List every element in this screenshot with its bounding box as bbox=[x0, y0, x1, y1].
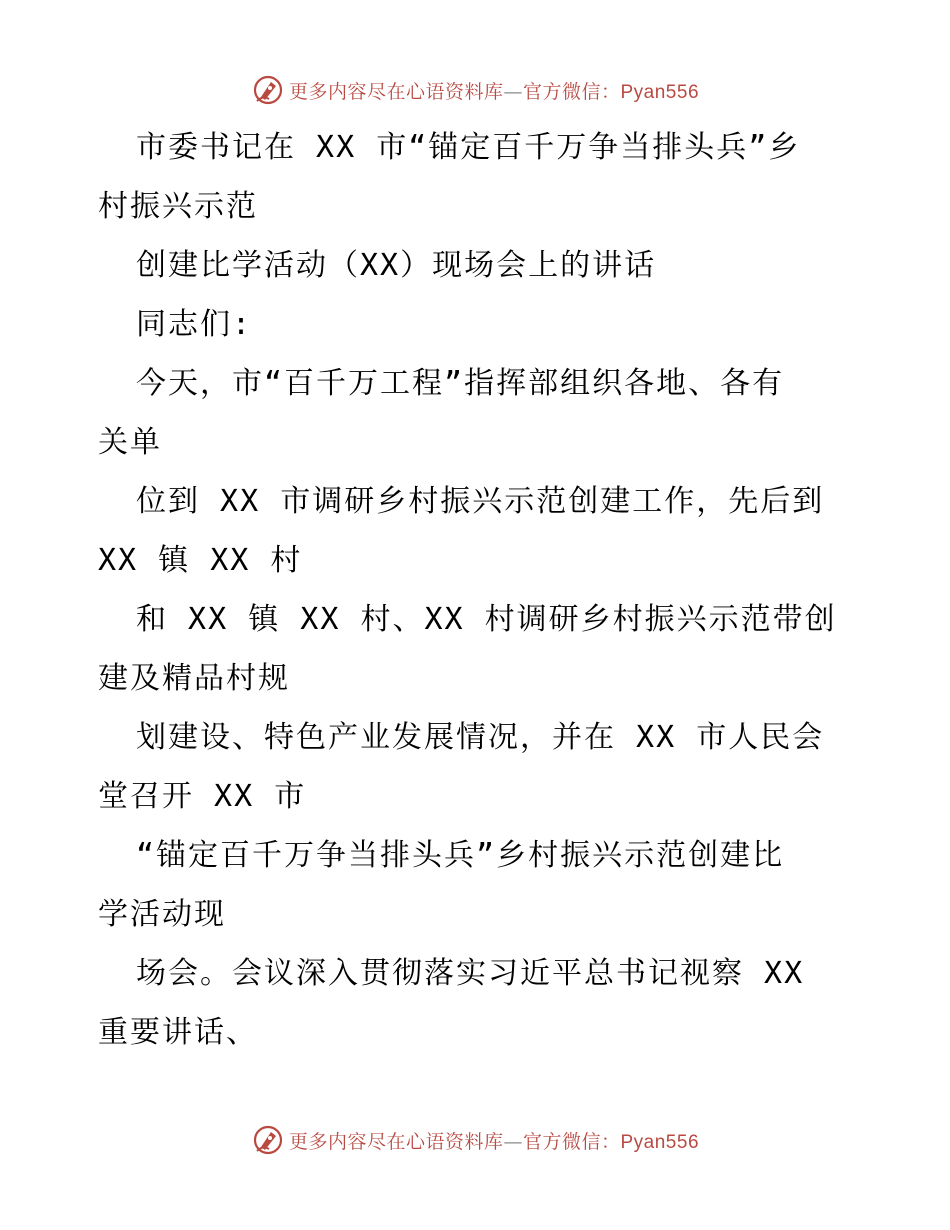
watermark-dash: — bbox=[503, 1130, 523, 1153]
paragraph-line: 场会。会议深入贯彻落实习近平总书记视察 XX bbox=[136, 956, 805, 991]
paragraph-line: 学活动现 bbox=[98, 897, 226, 932]
pen-nib-logo-icon bbox=[251, 1123, 285, 1157]
paragraph-line: 市委书记在 XX 市“锚定百千万争当排头兵”乡 bbox=[136, 130, 801, 165]
paragraph-line: “锚定百千万争当排头兵”乡村振兴示范创建比 bbox=[136, 838, 785, 873]
paragraph-line: 划建设、特色产业发展情况，并在 XX 市人民会 bbox=[136, 720, 825, 755]
footer-watermark bbox=[0, 1120, 950, 1160]
paragraph-line: 建及精品村规 bbox=[98, 661, 290, 696]
watermark-official-label: 官方微信： bbox=[522, 80, 621, 103]
paragraph-line: 创建比学活动（XX）现场会上的讲话 bbox=[136, 248, 657, 283]
paragraph-line: 重要讲话、 bbox=[98, 1015, 258, 1050]
watermark-site-name: 更多内容尽在心语资料库 bbox=[288, 1130, 504, 1153]
watermark-wechat-id: Pyan556 bbox=[620, 1131, 700, 1153]
watermark-text bbox=[289, 1127, 699, 1154]
paragraph-line: 关单 bbox=[98, 425, 162, 460]
paragraph-line: 同志们: bbox=[136, 307, 253, 342]
watermark-site-name: 更多内容尽在心语资料库 bbox=[288, 80, 504, 103]
paragraph-line: 位到 XX 市调研乡村振兴示范创建工作，先后到 bbox=[136, 484, 825, 519]
watermark-wechat-id: Pyan556 bbox=[620, 81, 700, 103]
watermark-official-label: 官方微信： bbox=[522, 1130, 621, 1153]
pen-nib-logo-icon bbox=[251, 73, 285, 107]
paragraph-line: 村振兴示范 bbox=[98, 189, 258, 224]
watermark-dash: — bbox=[503, 80, 523, 103]
paragraph-line: 和 XX 镇 XX 村、XX 村调研乡村振兴示范带创 bbox=[136, 602, 837, 637]
paragraph-line: 堂召开 XX 市 bbox=[98, 779, 307, 814]
watermark-text bbox=[289, 77, 699, 104]
header-watermark bbox=[0, 70, 950, 110]
paragraph-line: 今天，市“百千万工程”指挥部组织各地、各有 bbox=[136, 366, 785, 401]
document-body bbox=[98, 118, 858, 1062]
paragraph-line: XX 镇 XX 村 bbox=[98, 543, 303, 578]
